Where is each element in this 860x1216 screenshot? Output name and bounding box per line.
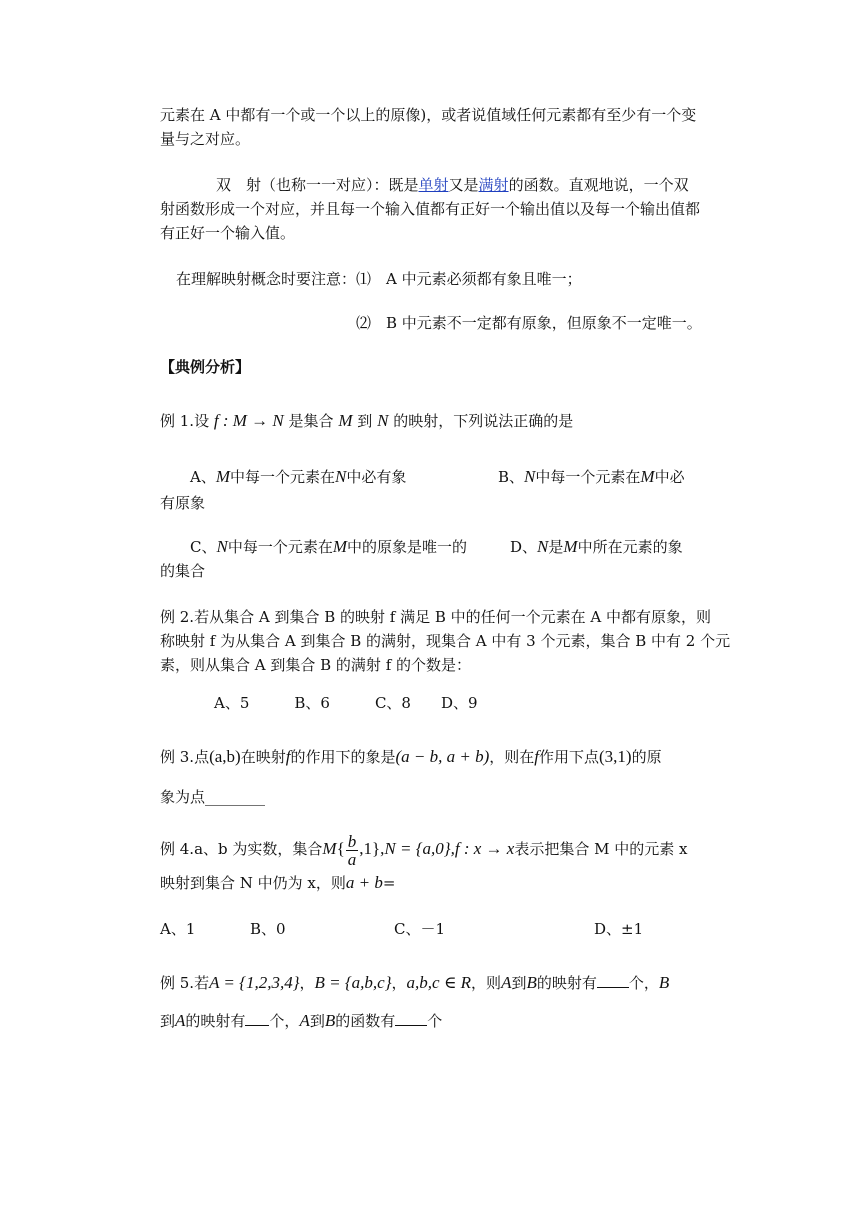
- bijection-line-2: 射函数形成一个对应，并且每一个输入值都有正好一个输出值以及每一个输出值都: [160, 200, 701, 218]
- ex4-math-N: N = {a,0},: [384, 839, 455, 858]
- ex4-text: 映射到集合 N 中仍为 x，则: [160, 874, 346, 892]
- ex1-math-M: M: [338, 411, 353, 430]
- ex5-text: ，则: [471, 974, 502, 992]
- ex4-text: 表示把集合 M 中的元素 x: [514, 840, 688, 858]
- example-1-question: [160, 410, 573, 432]
- ex4-fraction: [346, 833, 359, 868]
- math-var: M: [215, 467, 231, 486]
- ex1-text: 例 1.设: [160, 412, 210, 430]
- option-text: 中必有象: [346, 468, 407, 486]
- ex4-text: 例 4.a、b 为实数，集合: [160, 840, 323, 858]
- math-var: B: [658, 973, 670, 992]
- injection-link[interactable]: 单射: [418, 176, 449, 194]
- intro-line-2: 量与之对应。: [160, 130, 251, 148]
- option-text: 是: [548, 538, 564, 556]
- ex3-math-point: (3,1): [599, 747, 632, 766]
- math-var: A: [501, 973, 512, 992]
- ex1-math-mapping: f : M → N: [213, 411, 284, 430]
- ex3-text: 作用下点: [539, 748, 600, 766]
- section-title: 【典例分析】: [160, 358, 251, 376]
- ex4-option-b: B、0: [250, 920, 286, 938]
- ex3-text: ，则在: [489, 748, 535, 766]
- ex5-text: 的映射有: [185, 1012, 246, 1030]
- ex5-text: 到: [309, 1012, 325, 1030]
- ex1-option-d: [510, 536, 683, 558]
- ex3-math-f: f: [534, 747, 539, 766]
- example-4-line-1: 例 4.a、b 为实数，集合M{ $\frac{b}{a}$ ,1},N = {a,0},f : x → x表示把集合 M 中的元素 x: [160, 831, 688, 869]
- ex1-option-c: [190, 536, 467, 558]
- example-3-line-2: 象为点________: [160, 788, 266, 806]
- answer-blank[interactable]: [597, 973, 629, 988]
- ex5-math-B: B = {a,b,c}: [314, 973, 392, 992]
- example-5-line-1: [160, 972, 669, 994]
- answer-blank[interactable]: [395, 1011, 427, 1026]
- ex1-option-d-continued: 的集合: [160, 562, 206, 580]
- surjection-link[interactable]: 满射: [478, 176, 509, 194]
- option-text: 中每一个元素在: [230, 468, 336, 486]
- ex5-text: 到: [160, 1012, 176, 1030]
- ex5-math-A: A = {1,2,3,4}: [209, 973, 300, 992]
- ex4-math-sum: a + b: [345, 873, 383, 892]
- ex5-text: 的函数有: [335, 1012, 396, 1030]
- math-var: M: [640, 467, 655, 486]
- answer-blank[interactable]: [245, 1011, 269, 1026]
- math-var: N: [524, 467, 536, 486]
- option-label: D、: [510, 538, 538, 556]
- math-var: M: [563, 537, 578, 556]
- ex4-option-a: A、1: [160, 920, 196, 938]
- option-label: C、: [190, 538, 217, 556]
- option-text: 中的原象是唯一的: [347, 538, 468, 556]
- math-var: M: [332, 537, 348, 556]
- example-2-options: A、5 B、6 C、8 D、9: [214, 694, 478, 712]
- ex1-option-b-continued: 有原象: [160, 494, 206, 512]
- example-2-line-1: 例 2.若从集合 A 到集合 B 的映射 f 满足 B 中的任何一个元素在 A 中都有原象，则: [160, 608, 712, 626]
- ex4-option-c: C、－1: [394, 920, 446, 938]
- ex3-text: 在映射: [240, 748, 286, 766]
- option-text: 中必: [654, 468, 685, 486]
- bijection-text-c: 的函数。直观地说，一个双: [508, 176, 689, 194]
- example-4-line-2: [160, 872, 395, 894]
- option-label: A、: [190, 468, 216, 486]
- ex3-text: 的作用下的象是: [290, 748, 396, 766]
- option-text: 中每一个元素在: [535, 468, 641, 486]
- math-var: B: [526, 973, 537, 992]
- bijection-line-3: 有正好一个输入值。: [160, 224, 296, 242]
- ex5-text: ，: [299, 974, 315, 992]
- ex4-option-d: D、±1: [594, 920, 644, 938]
- bijection-line-1: [216, 174, 689, 196]
- option-text: 中所在元素的象: [577, 538, 683, 556]
- bijection-text-b: 又是: [448, 176, 479, 194]
- bijection-text-a: 双 射（也称一一对应）：既是: [216, 176, 419, 194]
- option-label: B、: [498, 468, 525, 486]
- ex3-math-f: f: [285, 747, 291, 766]
- math-var: N: [335, 467, 347, 486]
- ex5-text: 个，: [628, 974, 659, 992]
- ex1-option-a: [190, 466, 406, 488]
- ex5-text: 个，: [269, 1012, 300, 1030]
- note-line-1: 在理解映射概念时要注意：⑴ A 中元素必须都有象且唯一；: [176, 270, 582, 288]
- option-text: 中每一个元素在: [227, 538, 333, 556]
- math-var: N: [537, 537, 549, 556]
- ex3-text: 的原: [631, 748, 662, 766]
- ex5-text: 到: [511, 974, 527, 992]
- example-5-line-2: [160, 1010, 442, 1032]
- ex3-text: 例 3.点: [160, 748, 210, 766]
- ex3-math-point: (a,b): [209, 747, 241, 766]
- note-line-2: ⑵ B 中元素不一定都有原象，但原象不一定唯一。: [356, 314, 702, 332]
- math-var: A: [175, 1011, 186, 1030]
- ex1-option-b: [498, 466, 685, 488]
- math-var: A: [299, 1011, 310, 1030]
- ex1-math-N: N: [377, 411, 389, 430]
- ex4-math-f: f : x → x: [454, 839, 515, 858]
- ex5-text: 个: [427, 1012, 443, 1030]
- fraction-denominator: a: [347, 849, 357, 869]
- example-3-line-1: [160, 746, 662, 768]
- ex4-text: =: [382, 874, 396, 892]
- ex4-math-M: M: [322, 839, 337, 858]
- ex3-math-image: (a − b, a + b): [395, 747, 490, 766]
- ex5-text: ，: [391, 974, 407, 992]
- ex1-text: 是集合: [288, 412, 334, 430]
- ex1-text: 到: [357, 412, 373, 430]
- fraction-numerator: b: [347, 831, 357, 851]
- ex1-text: 的映射，下列说法正确的是: [393, 412, 574, 430]
- example-2-line-2: 称映射 f 为从集合 A 到集合 B 的满射，现集合 A 中有 3 个元素，集合 B 中有 2 个元: [160, 632, 731, 650]
- example-2-line-3: 素，则从集合 A 到集合 B 的满射 f 的个数是：: [160, 656, 472, 674]
- intro-line-1: 元素在 A 中都有一个或一个以上的原像)，或者说值域任何元素都有至少有一个变: [160, 106, 697, 124]
- ex5-math-real: a,b,c ∈ R: [406, 973, 472, 992]
- ex5-text: 的映射有: [536, 974, 597, 992]
- math-var: N: [216, 537, 228, 556]
- ex4-math-set: ,1},: [359, 839, 385, 858]
- math-var: B: [324, 1011, 336, 1030]
- ex5-text: 例 5.若: [160, 974, 210, 992]
